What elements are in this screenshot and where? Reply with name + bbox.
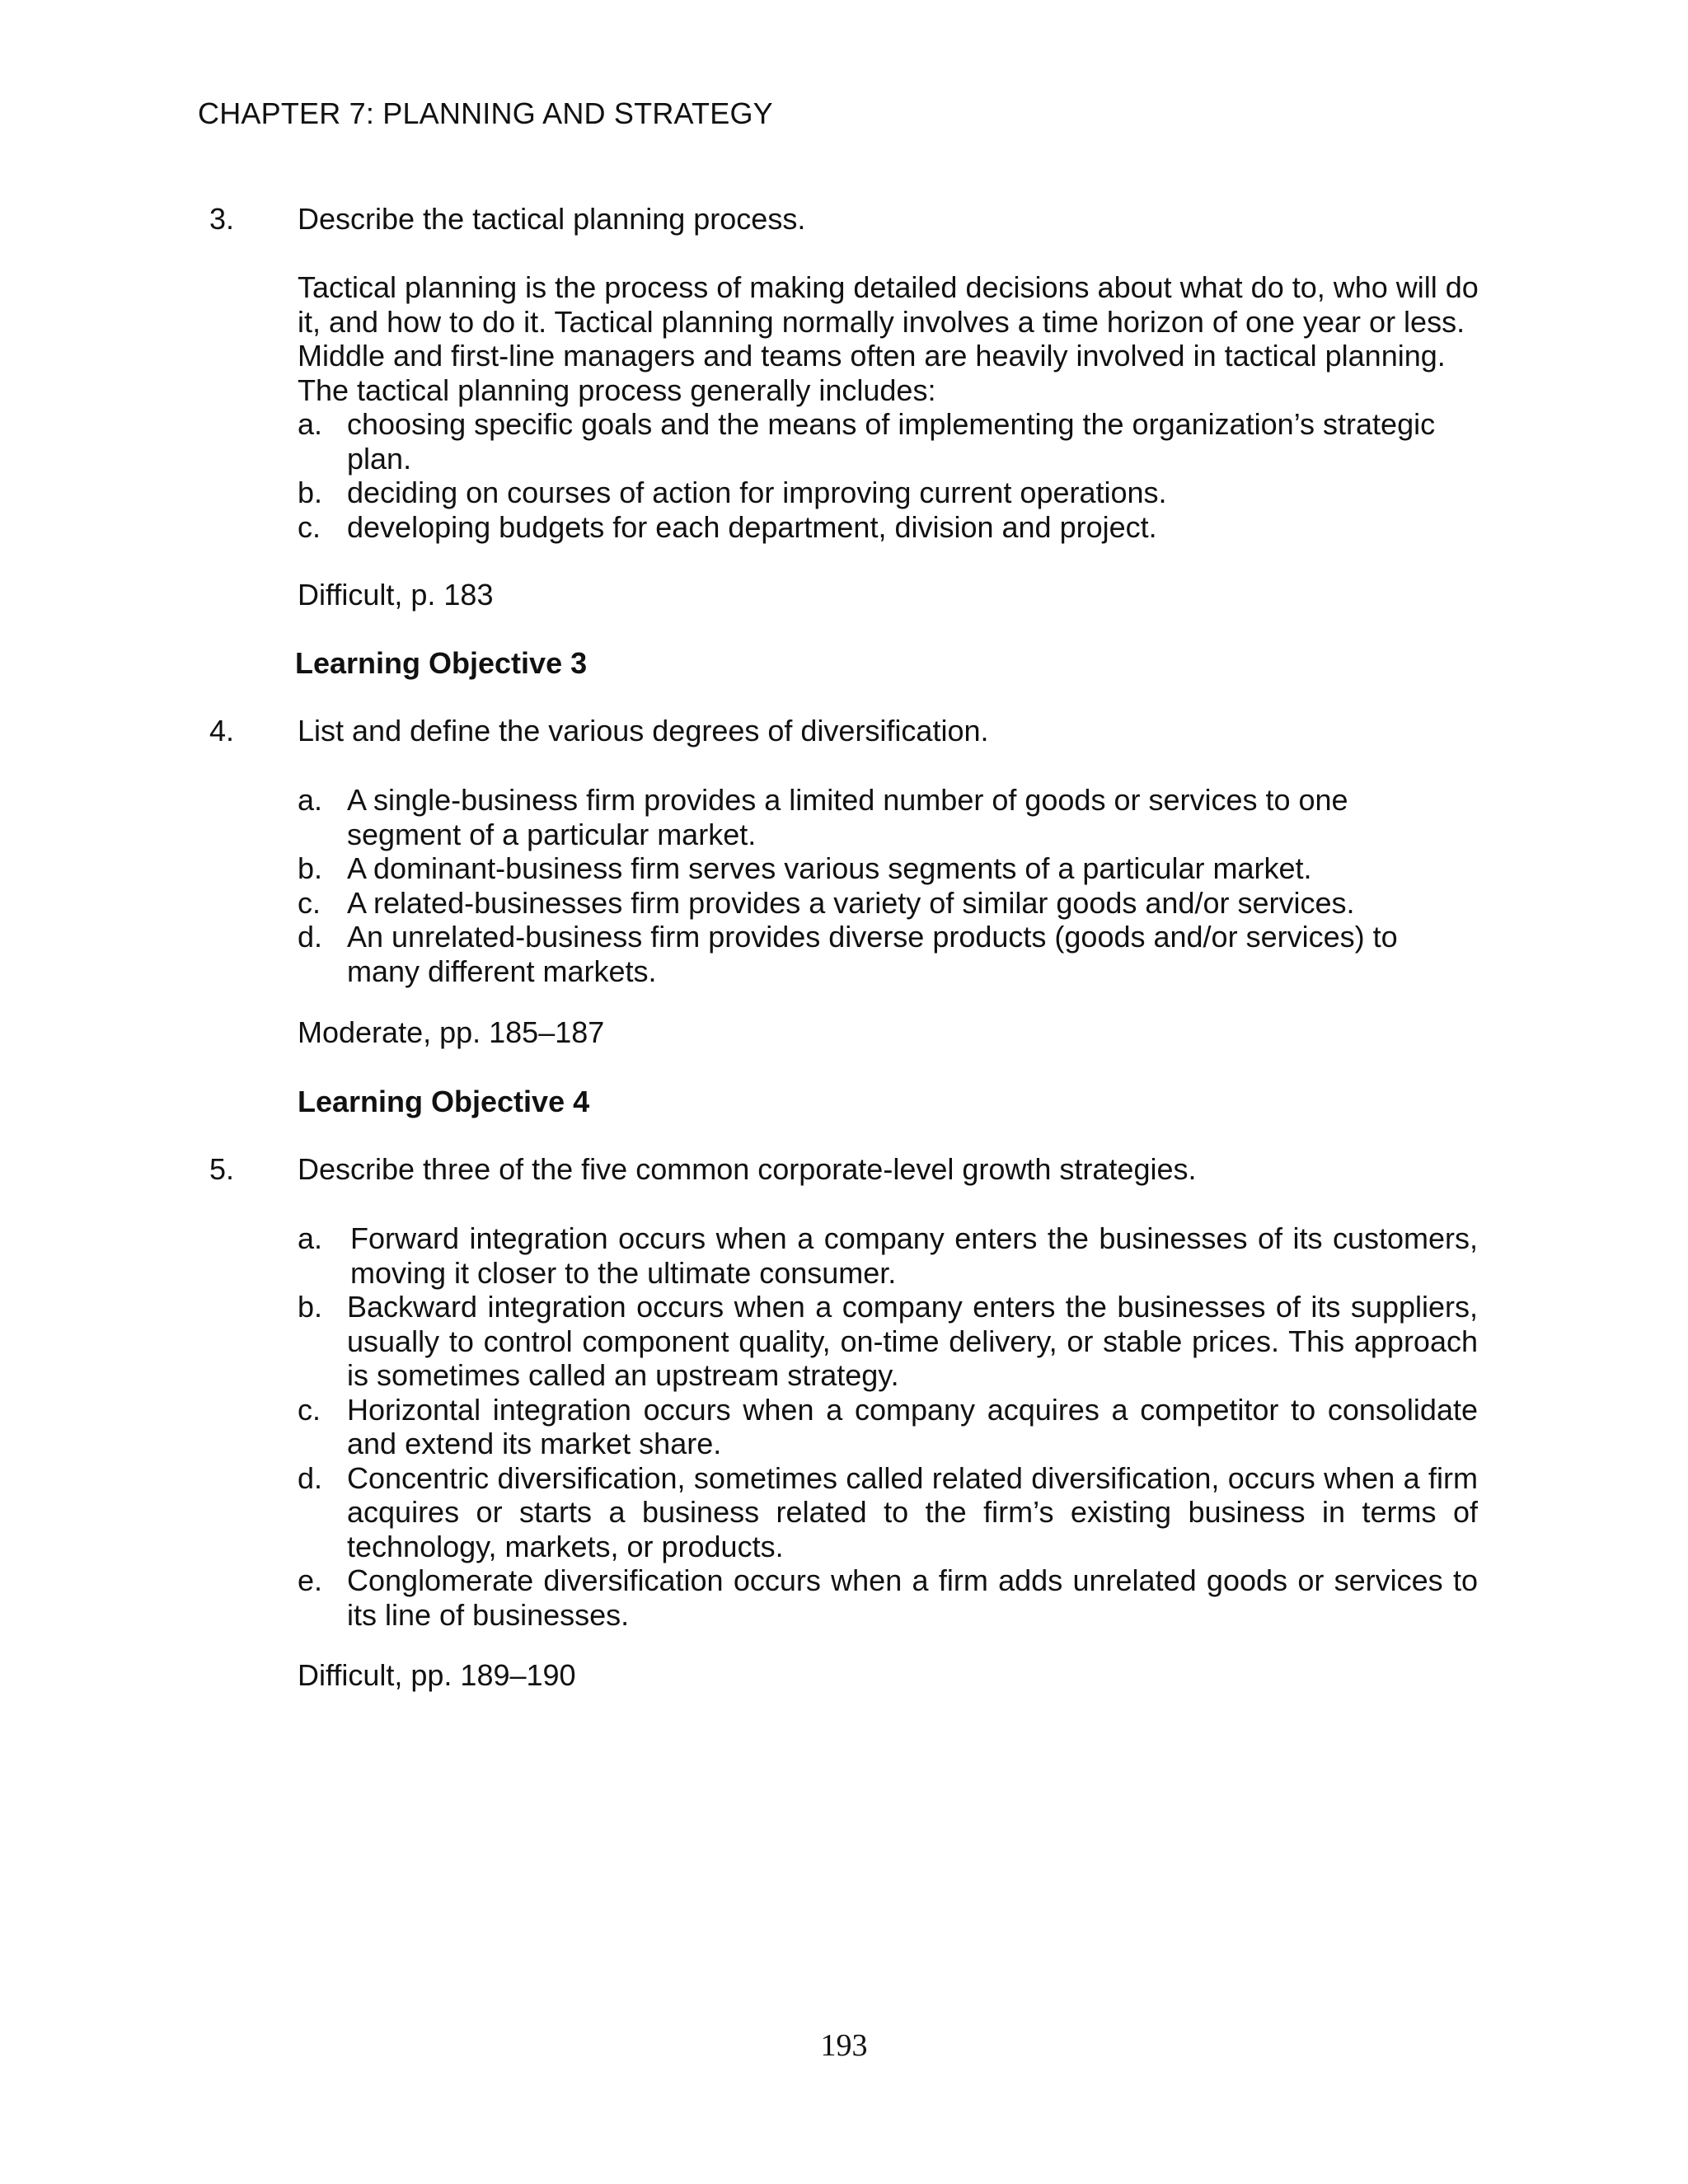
question-prompt: Describe the tactical planning process. [298,202,806,236]
question-number: 4. [209,714,235,748]
answer-list [298,783,1443,988]
answer-4 [298,783,1443,988]
list-marker: b. [298,476,323,509]
answer-5 [298,1221,1478,1632]
answer-3 [298,270,1484,544]
list-item-text: Conglomerate diversification occurs when a firm adds unrelated goods or services to its line of businesses. [347,1563,1478,1632]
difficulty-note: Difficult, p. 183 [298,578,494,612]
list-marker: d. [298,920,323,954]
chapter-header: CHAPTER 7: PLANNING AND STRATEGY [198,96,773,130]
list-marker: a. [298,783,323,817]
list-marker: a. [298,407,323,441]
difficulty-note: Moderate, pp. 185–187 [298,1015,605,1049]
question-prompt: List and define the various degrees of diversification. [298,714,989,748]
list-marker: b. [298,1290,323,1324]
list-marker: e. [298,1563,323,1597]
list-marker: a. [298,1221,323,1255]
list-item-text: developing budgets for each department, division and project. [347,509,1157,544]
learning-objective: Learning Objective 3 [295,646,588,680]
list-item [298,510,1484,545]
list-item-text: Horizontal integration occurs when a company acquires a competitor to consolidate and extend its market share. [347,1392,1478,1460]
list-item [298,476,1484,510]
list-item [298,783,1443,851]
question-prompt: Describe three of the five common corporate-level growth strategies. [298,1152,1197,1186]
list-item-text: A single-business firm provides a limited number of goods or services to one segment of a particular market. [347,783,1348,851]
list-item [298,1461,1478,1564]
list-item [298,886,1443,921]
list-item-text: A dominant-business firm serves various segments of a particular market. [347,851,1312,885]
list-item [298,920,1443,988]
list-item [298,1393,1478,1461]
list-item-text: A related-businesses firm provides a variety of similar goods and/or services. [347,885,1355,920]
list-marker: c. [298,1392,321,1427]
learning-objective: Learning Objective 4 [298,1085,590,1118]
page-number: 193 [820,2028,868,2063]
answer-list [298,407,1484,544]
list-marker: b. [298,851,323,885]
list-item [298,1290,1478,1393]
list-item-text: Forward integration occurs when a company enters the businesses of its customers, moving it closer to the ultimate consumer. [350,1221,1478,1290]
question-number: 3. [209,202,235,236]
list-item-text: Concentric diversification, sometimes called related diversification, occurs when a firm acquires or starts a business related to the firm’s existing business in terms of technology, markets, or products. [347,1460,1478,1563]
list-item-text: Backward integration occurs when a company enters the businesses of its suppliers, usually to control component quality, on-time delivery, or stable prices. This approach is sometimes called an upstream strategy. [347,1290,1478,1392]
list-marker: c. [298,885,321,920]
list-item-text: deciding on courses of action for improving current operations. [347,476,1167,509]
answer-list [298,1221,1478,1632]
list-item [298,1221,1478,1290]
list-item [298,407,1484,476]
difficulty-note: Difficult, pp. 189–190 [298,1658,576,1692]
answer-intro: Tactical planning is the process of making detailed decisions about what do to, who will do it, and how to do it. Tactical planning normally involves a time horizon of one year or less. Middle and first-line managers and teams often are heavily involved in tactical planning. The tactical planning process generally includes: [298,270,1479,407]
list-item [298,851,1443,886]
list-item-text: An unrelated-business firm provides diverse products (goods and/or services) to many different markets. [347,920,1398,988]
list-item-text: choosing specific goals and the means of implementing the organization’s strategic plan. [347,407,1436,476]
question-number: 5. [209,1152,235,1186]
list-marker: c. [298,509,321,544]
list-marker: d. [298,1460,323,1495]
list-item [298,1563,1478,1632]
